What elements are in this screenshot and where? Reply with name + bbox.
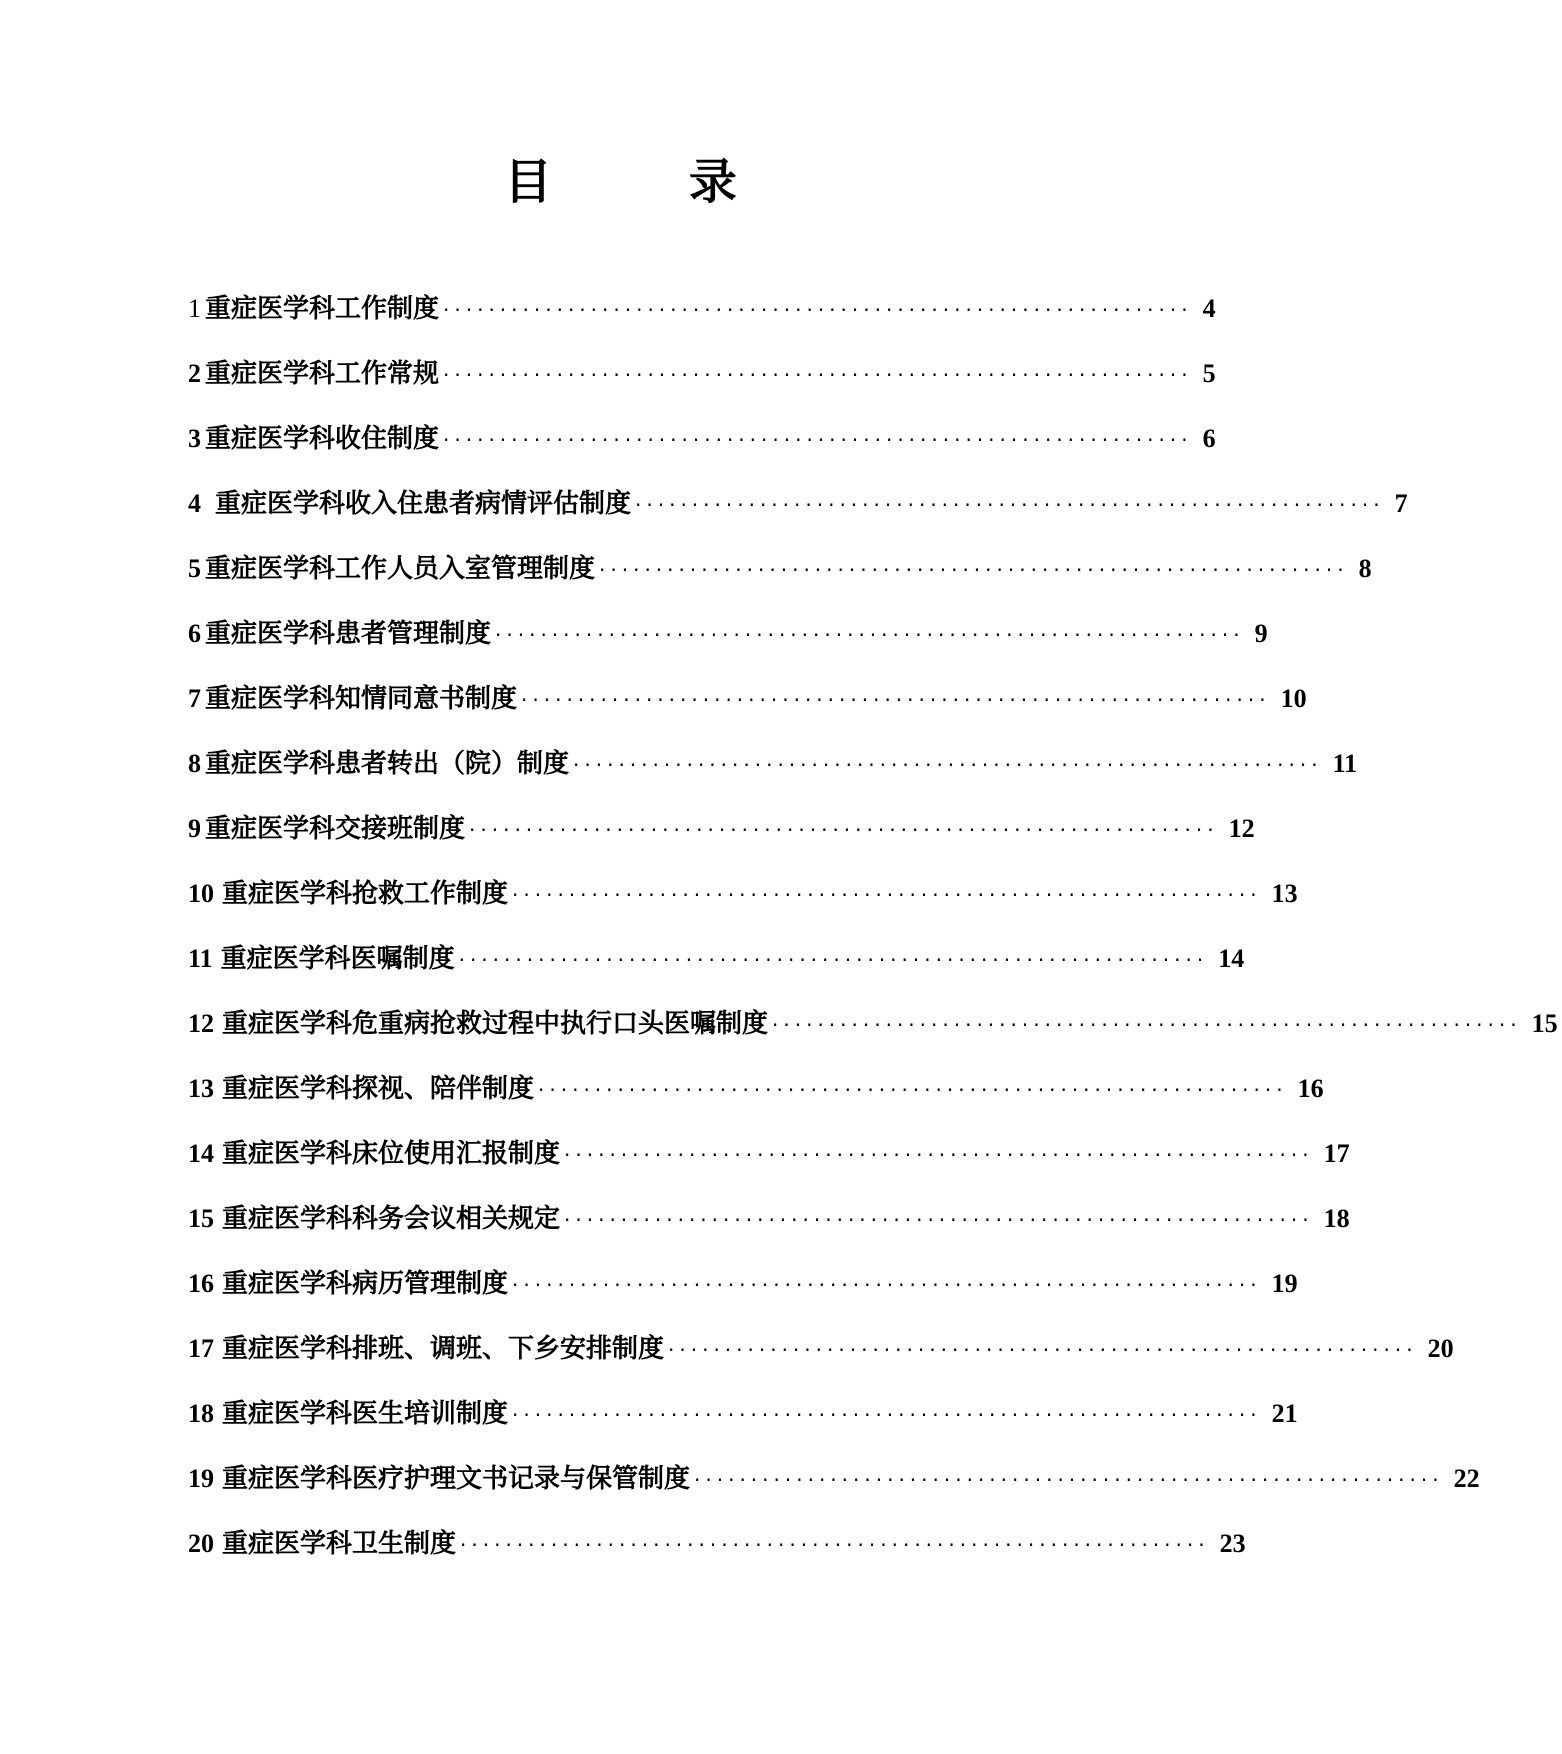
toc-item-title: 重症医学科收入住患者病情评估制度	[215, 489, 632, 519]
toc-item-title: 重症医学科科务会议相关规定	[222, 1204, 561, 1234]
toc-title: 目 录	[504, 154, 797, 210]
toc-item-page: 22	[1453, 1464, 1480, 1493]
toc-item-page: 14	[1218, 944, 1245, 973]
toc-item[interactable]	[188, 743, 1358, 808]
toc-item-title: 重症医学科知情同意书制度	[205, 684, 518, 714]
toc-item-number: 15	[188, 1204, 214, 1233]
toc-item-page: 17	[1323, 1139, 1350, 1168]
toc-item-title: 重症医学科患者管理制度	[205, 619, 492, 649]
toc-item[interactable]	[188, 418, 1216, 483]
toc-item-page: 13	[1271, 879, 1298, 908]
toc-item-number: 7	[188, 684, 201, 713]
toc-item-page: 19	[1271, 1269, 1298, 1298]
toc-leader-dots: ··································································	[458, 948, 1209, 972]
toc-item-page: 16	[1297, 1074, 1324, 1103]
toc-item-page: 8	[1358, 554, 1372, 583]
toc-leader-dots: ··································································	[512, 1273, 1262, 1297]
toc-leader-dots: ··································································	[443, 428, 1193, 452]
toc-leader-dots: ··································································	[460, 1533, 1210, 1557]
toc-item-page: 9	[1254, 619, 1268, 648]
toc-item[interactable]	[188, 353, 1216, 418]
toc-item[interactable]	[188, 288, 1216, 353]
toc-item-number: 19	[188, 1464, 214, 1493]
toc-item[interactable]	[188, 1458, 1480, 1523]
toc-item-title: 重症医学科患者转出（院）制度	[205, 749, 570, 779]
toc-item-page: 23	[1219, 1529, 1246, 1558]
toc-item-page: 6	[1202, 424, 1216, 453]
toc-item-number: 17	[188, 1334, 214, 1363]
toc-item-title: 重症医学科医生培训制度	[222, 1399, 509, 1429]
toc-item-page: 15	[1531, 1009, 1558, 1038]
toc-leader-dots: ··································································	[564, 1208, 1314, 1232]
toc-leader-dots: ··································································	[772, 1013, 1522, 1037]
toc-leader-dots: ··································································	[694, 1468, 1444, 1492]
toc-item-page: 10	[1280, 684, 1307, 713]
toc-leader-dots: ··································································	[495, 623, 1245, 647]
toc-leader-dots: ··································································	[635, 493, 1385, 517]
toc-item[interactable]	[188, 1133, 1350, 1198]
toc-item[interactable]	[188, 938, 1245, 1003]
toc-item[interactable]	[188, 1198, 1350, 1263]
toc-leader-dots: ··································································	[564, 1143, 1314, 1167]
toc-list	[188, 288, 1558, 1588]
toc-item-page: 4	[1202, 294, 1216, 323]
toc-item-title: 重症医学科危重病抢救过程中执行口头医嘱制度	[222, 1009, 769, 1039]
toc-leader-dots: ··································································	[599, 558, 1349, 582]
toc-item[interactable]	[188, 613, 1268, 678]
toc-item-page: 20	[1427, 1334, 1454, 1363]
toc-item-title: 重症医学科交接班制度	[205, 814, 466, 844]
toc-item-number: 13	[188, 1074, 214, 1103]
toc-item-title: 重症医学科排班、调班、下乡安排制度	[222, 1334, 665, 1364]
toc-item-number: 12	[188, 1009, 214, 1038]
toc-item[interactable]	[188, 548, 1372, 613]
toc-item-number: 3	[188, 424, 201, 453]
toc-item-number: 6	[188, 619, 201, 648]
toc-item[interactable]	[188, 1393, 1298, 1458]
toc-leader-dots: ··································································	[521, 688, 1271, 712]
toc-item-page: 7	[1394, 489, 1408, 518]
toc-leader-dots: ··································································	[512, 883, 1262, 907]
toc-item-title: 重症医学科探视、陪伴制度	[222, 1074, 535, 1104]
toc-item-title: 重症医学科病历管理制度	[222, 1269, 509, 1299]
toc-item-number: 8	[188, 749, 201, 778]
toc-item-title: 重症医学科医疗护理文书记录与保管制度	[222, 1464, 691, 1494]
toc-item-number: 4	[188, 489, 201, 518]
toc-item[interactable]	[188, 1068, 1324, 1133]
toc-item-number: 2	[188, 359, 201, 388]
toc-item-page: 18	[1323, 1204, 1350, 1233]
toc-leader-dots: ··································································	[443, 363, 1193, 387]
toc-leader-dots: ··································································	[573, 753, 1323, 777]
toc-item-number: 10	[188, 879, 214, 908]
toc-item-number: 20	[188, 1529, 214, 1558]
toc-item[interactable]	[188, 483, 1408, 548]
toc-leader-dots: ··································································	[469, 818, 1219, 842]
toc-leader-dots: ··································································	[668, 1338, 1418, 1362]
toc-leader-dots: ··································································	[538, 1078, 1288, 1102]
toc-item-number: 18	[188, 1399, 214, 1428]
toc-item-number: 9	[188, 814, 201, 843]
toc-item-title: 重症医学科工作人员入室管理制度	[205, 554, 596, 584]
toc-item-number: 14	[188, 1139, 214, 1168]
toc-item-title: 重症医学科工作制度	[205, 294, 440, 324]
toc-item-page: 5	[1202, 359, 1216, 388]
toc-item-title: 重症医学科抢救工作制度	[222, 879, 509, 909]
toc-item-number: 11	[188, 944, 213, 973]
toc-item-title: 重症医学科收住制度	[205, 424, 440, 454]
toc-item-title: 重症医学科床位使用汇报制度	[222, 1139, 561, 1169]
toc-item[interactable]	[188, 678, 1307, 743]
toc-item-title: 重症医学科医嘱制度	[220, 944, 455, 974]
toc-item-title: 重症医学科工作常规	[205, 359, 440, 389]
toc-item-page: 21	[1271, 1399, 1298, 1428]
toc-item-page: 11	[1332, 749, 1358, 778]
toc-item[interactable]	[188, 1263, 1298, 1328]
toc-item-number: 5	[188, 554, 201, 583]
toc-item[interactable]	[188, 808, 1255, 873]
toc-item-title: 重症医学科卫生制度	[222, 1529, 457, 1559]
toc-item[interactable]	[188, 1328, 1454, 1393]
toc-item[interactable]	[188, 1003, 1558, 1068]
toc-item-page: 12	[1228, 814, 1255, 843]
toc-leader-dots: ··································································	[443, 298, 1193, 322]
toc-item-number: 16	[188, 1269, 214, 1298]
toc-item-number: 1	[188, 294, 201, 323]
toc-leader-dots: ··································································	[512, 1403, 1262, 1427]
toc-item[interactable]	[188, 873, 1298, 938]
toc-item[interactable]	[188, 1523, 1246, 1588]
